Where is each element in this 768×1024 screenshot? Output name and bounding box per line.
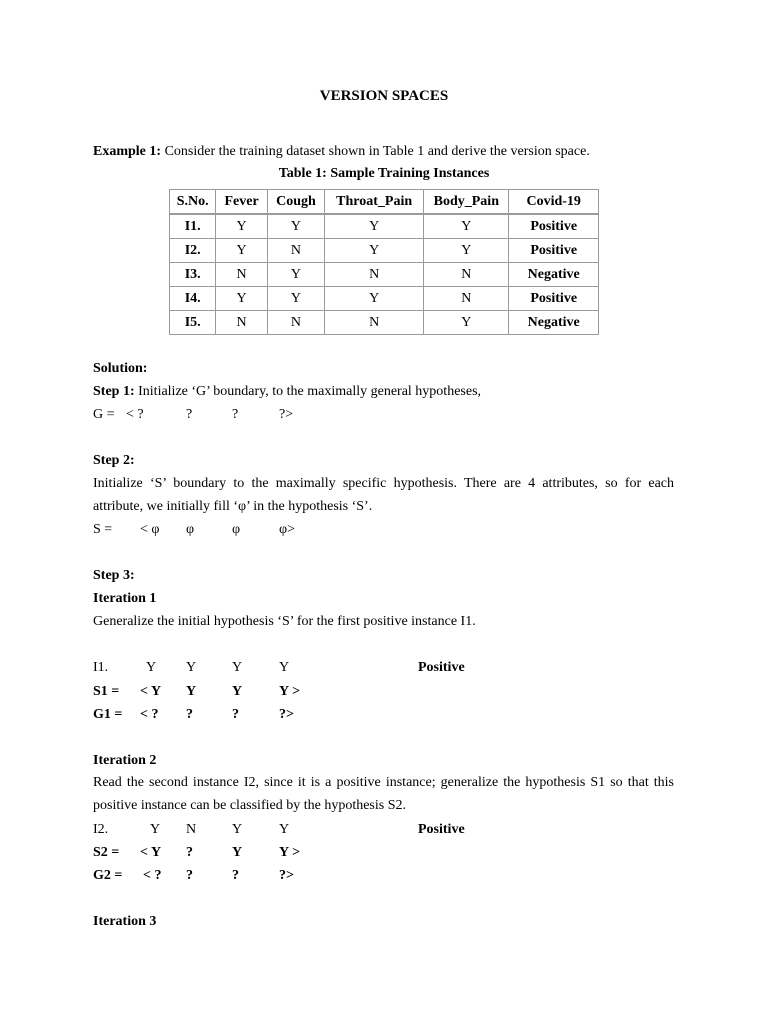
table-cell: Y <box>325 214 424 239</box>
table-cell: Y <box>424 239 509 263</box>
training-table <box>169 189 599 335</box>
iter1-instance-value: Y <box>279 660 290 675</box>
iteration3-label: Iteration 3 <box>93 914 157 929</box>
table-cell: N <box>325 263 424 287</box>
step3-label: Step 3: <box>93 568 135 583</box>
table-cell: N <box>267 239 324 263</box>
document-title: VERSION SPACES <box>319 88 449 104</box>
table-cell: I2. <box>170 239 216 263</box>
g2-value: ? <box>232 868 239 883</box>
s1-value: Y <box>186 684 197 699</box>
table-row <box>170 263 599 287</box>
iter2-instance-value: Y <box>279 822 290 837</box>
step2-text: Initialize ‘S’ boundary to the maximally specific hypothesis. There are 4 attributes, so for each attribute, we initially fill ‘φ’ in the hypothesis ‘S’. <box>93 476 674 514</box>
iter2-instance-id: I2. <box>93 822 109 837</box>
solution-label: Solution: <box>93 361 148 376</box>
header-cough: Cough <box>267 190 324 215</box>
table-row <box>170 239 599 263</box>
iter1-instance-value: Y <box>186 660 197 675</box>
s-line-value: φ> <box>279 522 295 537</box>
s2-value: Y > <box>279 845 301 860</box>
table-row <box>170 214 599 239</box>
g1-label: G1 = <box>93 707 123 722</box>
g2-value: ?> <box>279 868 294 883</box>
g2-value: < ? <box>143 868 162 883</box>
s-line-value: φ <box>186 522 195 537</box>
s1-label: S1 = <box>93 684 120 699</box>
header-throat-pain: Throat_Pain <box>325 190 424 215</box>
s-line-value: < φ <box>140 522 160 537</box>
s1-value: < Y <box>140 684 162 699</box>
iteration2-label: Iteration 2 <box>93 753 157 768</box>
table-row <box>170 287 599 311</box>
step1-paragraph <box>93 383 481 400</box>
table-cell: Y <box>216 239 267 263</box>
iter2-instance-value: Y <box>232 822 243 837</box>
iter1-instance-value: Y <box>146 660 157 675</box>
table-cell: Y <box>424 311 509 335</box>
step2-label: Step 2: <box>93 453 135 468</box>
table-cell: N <box>267 311 324 335</box>
g1-value: ?> <box>279 707 294 722</box>
iteration1-label: Iteration 1 <box>93 591 157 606</box>
g-line-value: < ? <box>126 407 144 422</box>
iteration2-text: Read the second instance I2, since it is a positive instance; generalize the hypothesis S1 so that this positive instance can be classified by the hypothesis S2. <box>93 775 674 813</box>
table-cell: N <box>216 311 267 335</box>
g-line-value: ? <box>232 407 239 422</box>
iter2-instance-value: Y <box>150 822 161 837</box>
table-cell: I4. <box>170 287 216 311</box>
g-line-value: ? <box>186 407 193 422</box>
g2-label: G2 = <box>93 868 123 883</box>
table-cell: Y <box>267 214 324 239</box>
table-cell: Y <box>424 214 509 239</box>
table-cell: N <box>424 287 509 311</box>
g2-value: ? <box>186 868 193 883</box>
table-cell: Y <box>267 263 324 287</box>
table-cell: Positive <box>509 239 599 263</box>
s-line-value: φ <box>232 522 241 537</box>
iter1-instance-id: I1. <box>93 660 109 675</box>
g1-value: ? <box>232 707 239 722</box>
g-line-label: G = <box>93 407 115 422</box>
table-cell: Negative <box>509 311 599 335</box>
table-cell: N <box>216 263 267 287</box>
table-header-row <box>170 190 599 215</box>
table-cell: N <box>325 311 424 335</box>
s1-value: Y <box>232 684 243 699</box>
table-cell: Y <box>325 287 424 311</box>
iteration1-text: Generalize the initial hypothesis ‘S’ for the first positive instance I1. <box>93 614 476 629</box>
s2-value: ? <box>186 845 193 860</box>
header-body-pain: Body_Pain <box>424 190 509 215</box>
iter1-instance-class: Positive <box>418 660 465 675</box>
example-label: Example 1: <box>93 144 162 159</box>
s2-value: < Y <box>140 845 162 860</box>
iter1-instance-value: Y <box>232 660 243 675</box>
example-text: Consider the training dataset shown in Table 1 and derive the version space. <box>161 144 590 159</box>
table-cell: Y <box>267 287 324 311</box>
table-row <box>170 311 599 335</box>
g1-value: < ? <box>140 707 159 722</box>
header-sno: S.No. <box>170 190 216 215</box>
table-cell: N <box>424 263 509 287</box>
step1-text: Initialize ‘G’ boundary, to the maximally general hypotheses, <box>134 384 482 399</box>
s2-value: Y <box>232 845 243 860</box>
table-cell: Positive <box>509 214 599 239</box>
step1-label: Step 1: <box>93 384 135 399</box>
g-line-value: ?> <box>279 407 294 422</box>
table-cell: Y <box>325 239 424 263</box>
table-cell: Y <box>216 287 267 311</box>
s2-label: S2 = <box>93 845 120 860</box>
example-paragraph <box>93 143 590 160</box>
table-cell: Y <box>216 214 267 239</box>
header-covid: Covid-19 <box>509 190 599 215</box>
s-line-label: S = <box>93 522 113 537</box>
table-cell: I3. <box>170 263 216 287</box>
table-cell: I1. <box>170 214 216 239</box>
table-cell: Positive <box>509 287 599 311</box>
iter2-instance-class: Positive <box>418 822 465 837</box>
g1-value: ? <box>186 707 193 722</box>
table-caption: Table 1: Sample Training Instances <box>278 166 490 181</box>
header-fever: Fever <box>216 190 267 215</box>
s1-value: Y > <box>279 684 301 699</box>
iter2-instance-value: N <box>186 822 197 837</box>
table-cell: I5. <box>170 311 216 335</box>
table-cell: Negative <box>509 263 599 287</box>
